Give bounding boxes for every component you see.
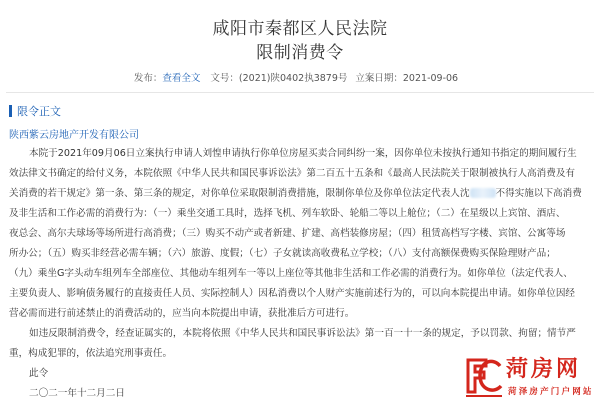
filing-date: 2021-09-06	[402, 73, 459, 84]
body-line: 主要负责人、影响债务履行的直接责任人员、实际控制人）因私消费以个人财产实施前述行为的，可以向本院提出申请。如你单位因经	[9, 288, 576, 299]
logo-emblem-icon	[464, 352, 504, 398]
header-divider	[6, 92, 594, 93]
body-line: 所办公；（五）购买非经营必需车辆；（六）旅游、度假；（七）子女就读高收费私立学校；（八）支付高额保费购买保险理财产品；	[9, 248, 556, 259]
redacted-name	[470, 188, 496, 198]
closing-order: 此令	[29, 368, 49, 379]
publish-label: 发布：	[133, 73, 163, 84]
section-marker	[9, 105, 12, 117]
view-full-text-link[interactable]: 查看全文	[162, 73, 201, 84]
body-line	[9, 184, 595, 204]
document-type-title: 限制消费令	[256, 43, 344, 63]
body-line: 夜总会、高尔夫球场等场所进行高消费；（三）购买不动产或者新建、扩建、高档装修房屋；（四）租赁高档写字楼、宾馆、公寓等场	[9, 228, 566, 239]
case-number: (2021)陕0402执3879号	[238, 73, 348, 84]
body-line: 及非生活和工作必需的消费行为：（一）乘坐交通工具时，选择飞机、列车软卧、轮船二等以上舱位；（二）在星级以上宾馆、酒店、	[9, 208, 566, 219]
body-line: 本院于2021年09月06日立案执行申请人刘惶申请执行你单位房屋买卖合同纠纷一案，因你单位未按执行通知书指定的期间履行生	[29, 148, 577, 159]
body-line: （九）乘坐G字头动车组列车全部座位、其他动车组列车一等以上座位等其他非生活和工作必需的消费行为。如你单位（法定代表人、	[9, 268, 573, 279]
case-number-label: 文号：	[210, 73, 239, 84]
body-line-part: 不得实施以下高消费	[495, 188, 582, 199]
watermark-title: 菏房网	[506, 357, 582, 382]
company-name: 陕西紫云房地产开发有限公司	[9, 130, 139, 141]
body-line: 营必需而进行前述禁止的消费活动的，应当向本院提出申请，获批准后方可进行。	[9, 308, 355, 319]
filing-date-label: 立案日期：	[355, 73, 403, 84]
section-header	[9, 104, 61, 118]
body-line: 重，构成犯罪的，依法追究刑事责任。	[9, 348, 173, 359]
body-line: 如违反限制消费令，经查证属实的，本院将依照《中华人民共和国民事诉讼法》第一百一十一条的规定，予以罚款、拘留；情节严	[29, 328, 576, 339]
court-name: 咸阳市秦都区人民法院	[212, 19, 388, 39]
section-title: 限令正文	[17, 105, 61, 118]
body-line-part: 关消费的若干规定》第一条、第三条的规定，对你单位采取限制消费措施，限制你单位及你单位法定代表人沈	[9, 188, 470, 199]
watermark-subtitle: 菏泽房产门户网站	[508, 387, 594, 397]
body-line: 效法律文书确定的给付义务，本院依照《中华人民共和国民事诉讼法》第二百五十五条和《最高人民法院关于限制被执行人高消费及有	[9, 168, 576, 179]
site-watermark-logo	[464, 352, 598, 402]
document-meta	[0, 70, 600, 84]
signing-date: 二〇二一年十二月二日	[29, 388, 125, 399]
